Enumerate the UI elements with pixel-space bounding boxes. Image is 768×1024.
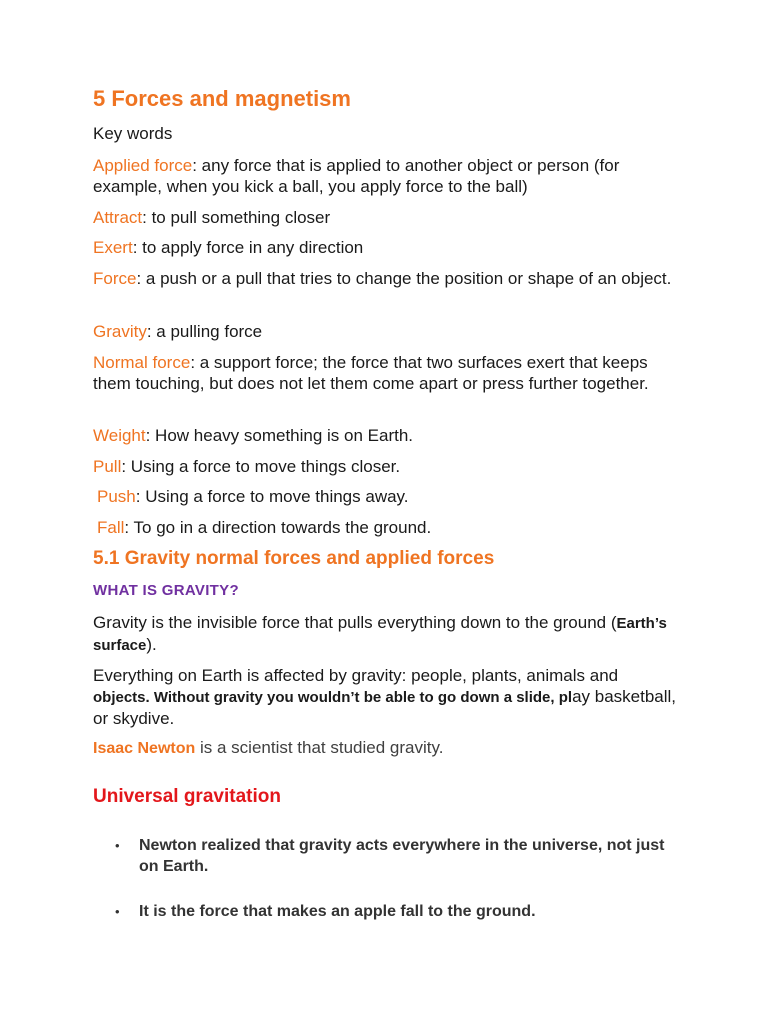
term: Weight — [93, 426, 146, 445]
list-item — [93, 901, 683, 923]
newton-name: Isaac Newton — [93, 740, 196, 757]
paragraph-bold-text: objects. Without gravity you wouldn’t be able to go down a slide, pl — [93, 689, 573, 706]
term: Exert — [93, 238, 133, 257]
definition: : Using a force to move things closer. — [121, 457, 401, 476]
key-word-applied-force — [93, 155, 678, 197]
term: Force — [93, 269, 137, 288]
term: Fall — [97, 518, 125, 537]
term: Normal force — [93, 353, 191, 372]
definition: : How heavy something is on Earth. — [145, 426, 414, 445]
key-word-attract — [93, 207, 678, 228]
key-word-force — [93, 268, 678, 289]
key-word-gravity — [93, 321, 678, 342]
key-word-push — [97, 486, 682, 507]
key-word-weight — [93, 425, 678, 446]
everything-paragraph — [93, 665, 678, 729]
term: Pull — [93, 457, 122, 476]
paragraph-text: Gravity is the invisible force that pulls everything down to the ground ( — [93, 613, 617, 632]
universal-gravitation-title: Universal gravitation — [93, 786, 281, 807]
definition: : a push or a pull that tries to change the position or shape of an object. — [136, 269, 672, 288]
definition: : Using a force to move things away. — [135, 487, 409, 506]
paragraph-text: is a scientist that studied gravity. — [195, 738, 444, 757]
key-word-exert — [93, 237, 678, 258]
definition: : to pull something closer — [142, 208, 331, 227]
definition: : To go in a direction towards the ground. — [124, 518, 432, 537]
gravity-paragraph — [93, 612, 678, 656]
definition: : a support force; the force that two surfaces exert that keeps them touching, but does not let them come apart or press further together. — [93, 353, 649, 393]
paragraph-end-text: ay basketball, or skydive. — [93, 687, 677, 728]
definition: : any force that is applied to another object or person (for example, when you kick a ball, you apply force to the ball) — [93, 156, 620, 196]
page-title: 5 Forces and magnetism — [93, 86, 351, 111]
key-words-label: Key words — [93, 124, 173, 143]
definition: : to apply force in any direction — [132, 238, 364, 257]
key-word-normal-force — [93, 352, 678, 394]
definition: : a pulling force — [146, 322, 263, 341]
section-title: 5.1 Gravity normal forces and applied forces — [93, 548, 495, 569]
subsection-title: WHAT IS GRAVITY? — [93, 582, 239, 599]
key-word-fall — [97, 517, 682, 538]
bullet-icon: • — [115, 838, 120, 853]
term: Push — [97, 487, 136, 506]
list-item — [93, 835, 683, 879]
paragraph-end-text: ). — [146, 635, 157, 654]
key-word-pull — [93, 456, 678, 477]
term: Applied force — [93, 156, 193, 175]
list-item-text: It is the force that makes an apple fall to the ground. — [139, 903, 536, 920]
list-item-text: Newton realized that gravity acts everywhere in the universe, not just on Earth. — [139, 837, 665, 875]
term: Attract — [93, 208, 143, 227]
term: Gravity — [93, 322, 147, 341]
paragraph-bold-text: Earth’s surface — [93, 615, 667, 654]
bullet-icon: • — [115, 904, 120, 919]
paragraph-text: Everything on Earth is affected by gravity: people, plants, animals and — [93, 666, 619, 685]
newton-paragraph — [93, 737, 678, 759]
